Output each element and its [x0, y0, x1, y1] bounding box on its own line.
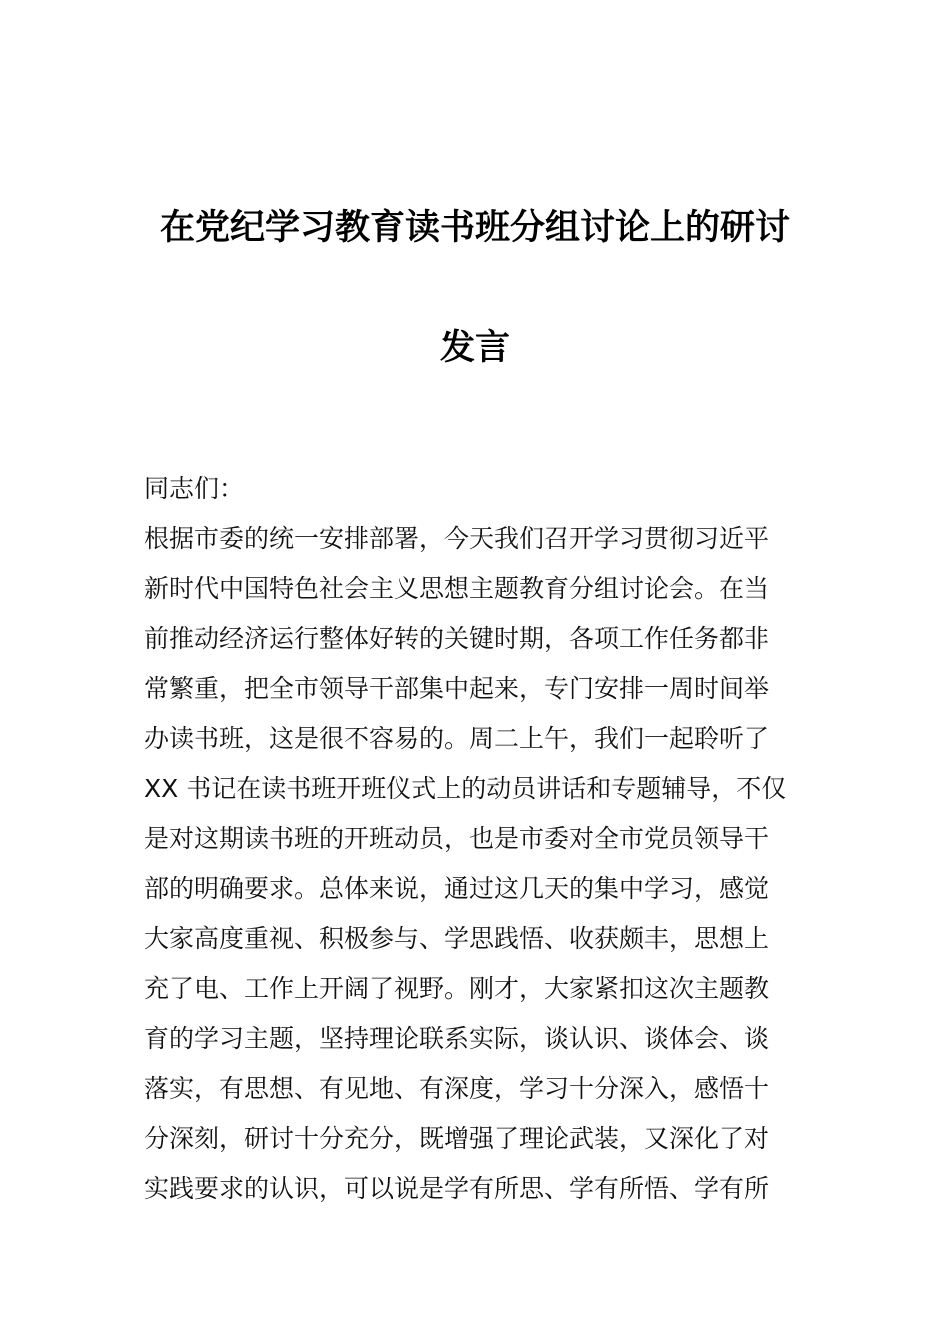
paragraph-line: XX 书记在读书班开班仪式上的动员讲话和专题辅导，不仅: [144, 774, 787, 803]
document-title-line-1: 在党纪学习教育读书班分组讨论上的研讨: [159, 208, 790, 248]
document-title-line-2: 发言: [439, 328, 510, 368]
paragraph-line: 部的明确要求。总体来说，通过这几天的集中学习，感觉: [144, 874, 770, 903]
paragraph-line: 落实，有思想、有见地、有深度，学习十分深入，感悟十: [144, 1074, 770, 1103]
paragraph-line: 充了电、工作上开阔了视野。刚才，大家紧扣这次主题教: [144, 974, 770, 1003]
paragraph-line: 办读书班，这是很不容易的。周二上午，我们一起聆听了: [144, 724, 770, 753]
paragraph-line: 分深刻，研讨十分充分，既增强了理论武装，又深化了对: [144, 1124, 770, 1153]
paragraph-line: 大家高度重视、积极参与、学思践悟、收获颇丰，思想上: [144, 924, 770, 953]
paragraph-line: 根据市委的统一安排部署，今天我们召开学习贯彻习近平: [144, 524, 770, 553]
paragraph-line: 常繁重，把全市领导干部集中起来，专门安排一周时间举: [144, 674, 770, 703]
paragraph-line: 育的学习主题，坚持理论联系实际，谈认识、谈体会、谈: [144, 1024, 770, 1053]
paragraph-line: 是对这期读书班的开班动员，也是市委对全市党员领导干: [144, 824, 770, 853]
salutation: 同志们：: [144, 474, 245, 503]
paragraph-line: 前推动经济运行整体好转的关键时期，各项工作任务都非: [144, 624, 770, 653]
paragraph-line: 实践要求的认识，可以说是学有所思、学有所悟、学有所: [144, 1174, 770, 1203]
paragraph-line: 新时代中国特色社会主义思想主题教育分组讨论会。在当: [144, 574, 770, 603]
